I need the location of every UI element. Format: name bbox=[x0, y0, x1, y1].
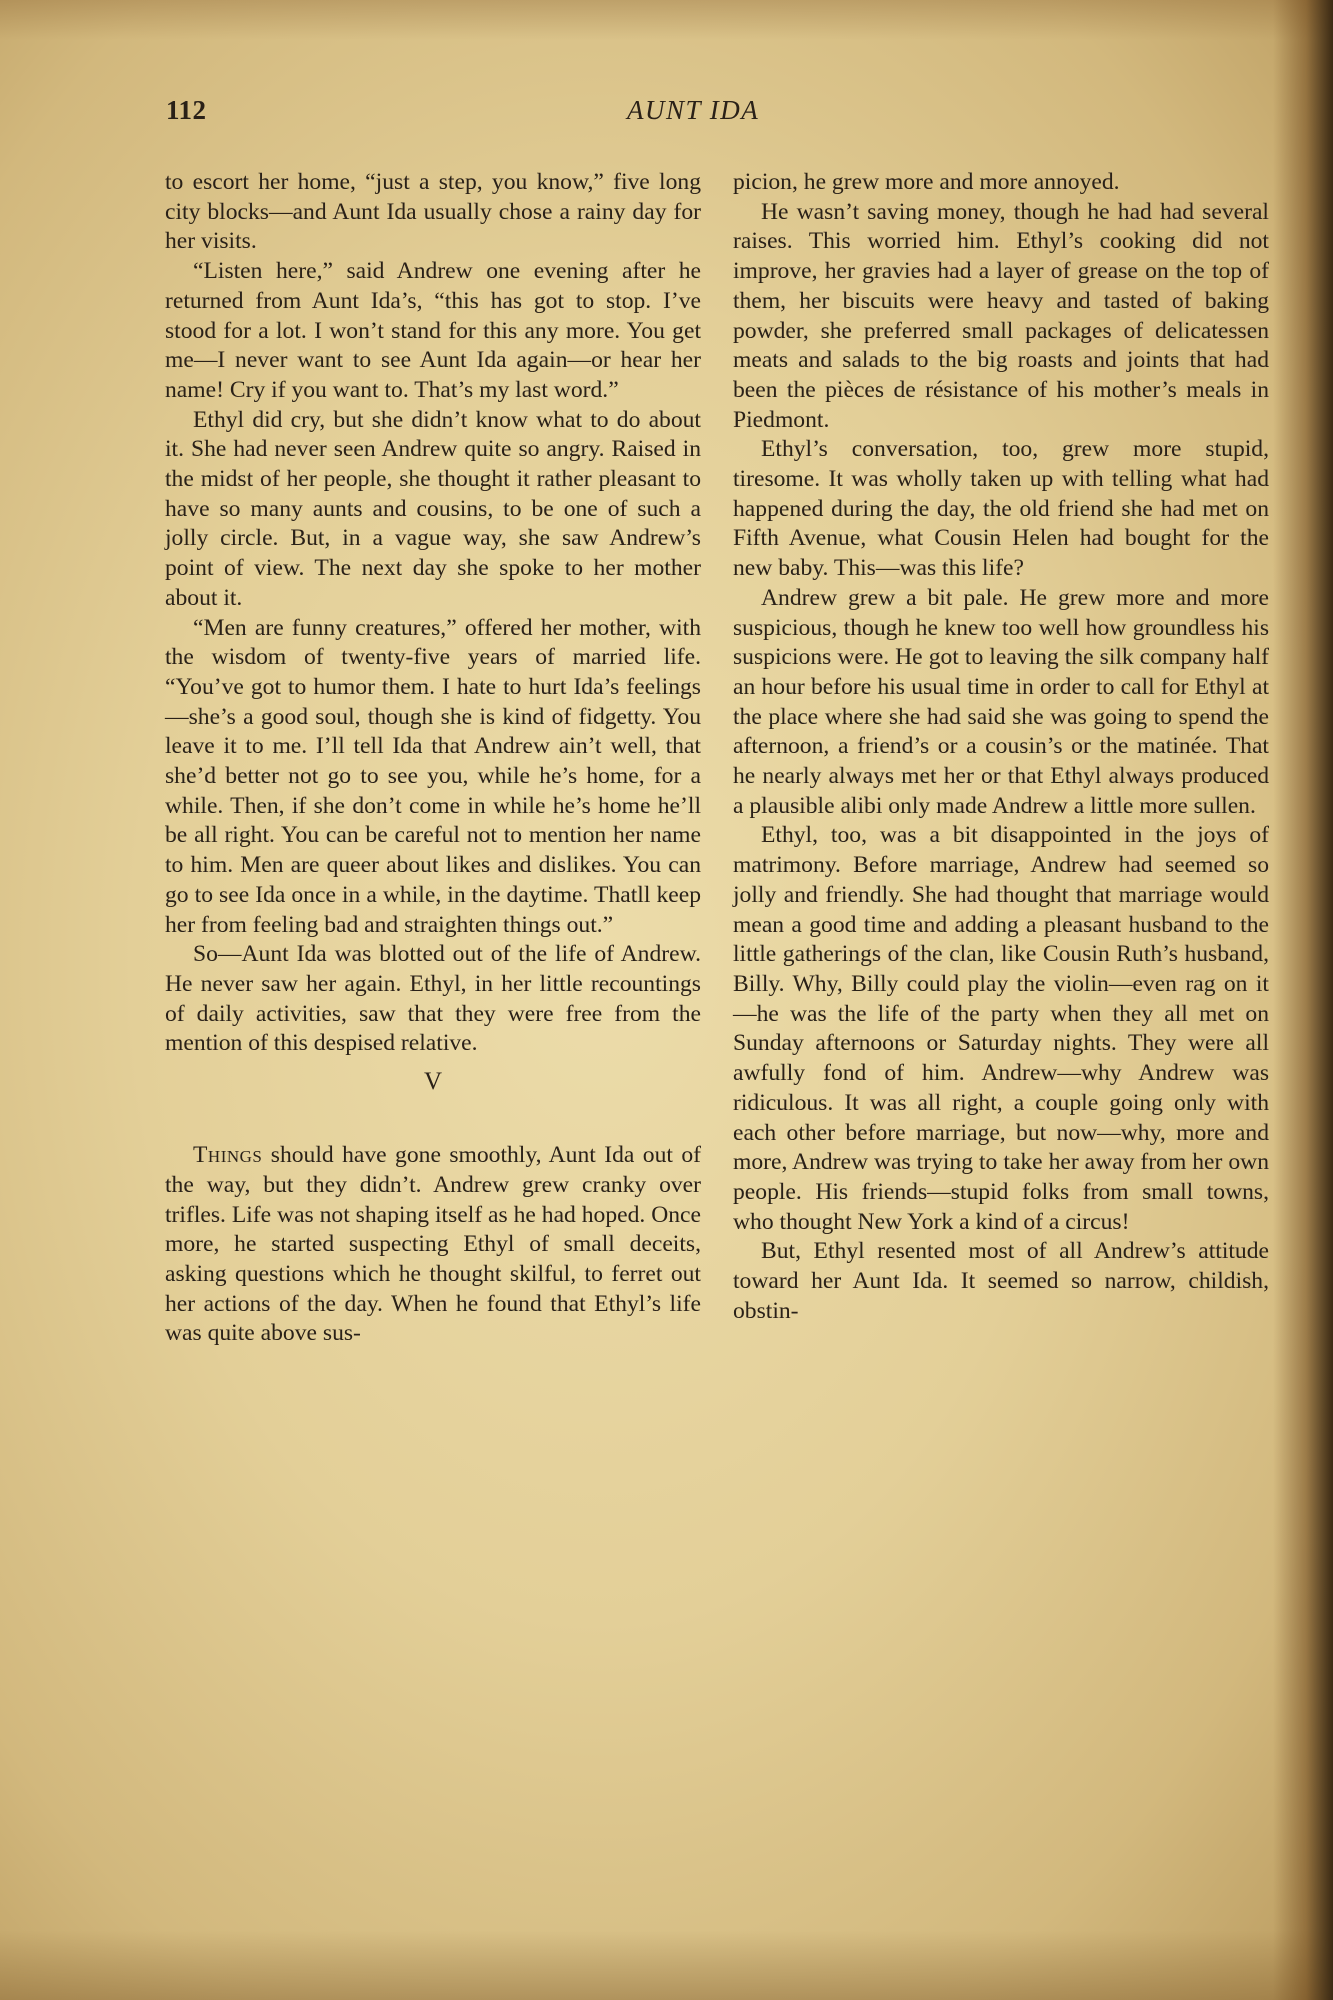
paragraph: “Men are funny creatures,” offered her mother, with the wisdom of twenty-five years of married life. “You’ve got to humor them. I hate to hurt Ida’s feelings—she’s a good soul, though she is kind of fidgetty. You leave it to me. I’ll tell Ida that Andrew ain’t well, that she’d better not go to see you, while he’s home, for a while. Then, if she don’t come in while he’s home he’ll be all right. You can be careful not to mention her name to him. Men are queer about likes and dislikes. You can go to see Ida once in a while, in the daytime. Thatll keep her from feeling bad and straighten things out.” bbox=[165, 614, 701, 938]
paragraph: Ethyl’s conversation, too, grew more stupid, tiresome. It was wholly taken up with telling what had happened during the day, the old friend she had met on Fifth Avenue, what Cousin Helen had bought for the new baby. This—was this life? bbox=[733, 436, 1269, 582]
paragraph: Ethyl, too, was a bit disappointed in the joys of matrimony. Before marriage, Andrew had seemed so jolly and friendly. She had thought that marriage would mean a good time and adding a pleasant husband to the little gatherings of the clan, like Cousin Ruth’s husband, Billy. Why, Billy could play the violin—even rag on it—he was the life of the party when they all met on Sunday afternoons or Saturday nights. They were all awfully fond of him. Andrew—why Andrew was ridiculous. It was all right, a couple going only with each other before marriage, but now—why, more and more, Andrew was trying to take her away from her own people. His friends—stupid folks from small towns, who thought New York a kind of a circus! bbox=[733, 822, 1269, 1235]
paragraph: But, Ethyl resented most of all Andrew’s attitude toward her Aunt Ida. It seemed so narrow, childish, obstin- bbox=[733, 1238, 1269, 1324]
paragraph: He wasn’t saving money, though he had had several raises. This worried him. Ethyl’s cooking did not improve, her gravies had a layer of grease on the top of them, her biscuits were heavy and tasted of baking powder, she preferred small packages of delicatessen meats and salads to the big roasts and joints that had been the pièces de résistance of his mother’s meals in Piedmont. bbox=[733, 198, 1269, 433]
page-binding-shadow bbox=[1273, 0, 1333, 2000]
page-shadow-top bbox=[0, 0, 1333, 40]
paragraph: “Listen here,” said Andrew one evening after he returned from Aunt Ida’s, “this has got to stop. I’ve stood for a lot. I won’t stand for this any more. You get me—I never want to see Aunt Ida again—or hear her name! Cry if you want to. That’s my last word.” bbox=[165, 258, 701, 403]
paragraph: picion, he grew more and more annoyed. bbox=[733, 169, 1120, 195]
paragraph-text: should have gone smoothly, Aunt Ida out of the way, but they didn’t. Andrew grew cranky over trifles. Life was not shaping itself as he had hoped. Once more, he started suspecting Ethyl of small deceits, asking questions which he thought skilful, to ferret out her actions of the day. When he found that Ethyl’s life was quite above sus- bbox=[165, 1142, 701, 1347]
paragraph: to escort her home, “just a step, you know,” five long city blocks—and Aunt Ida usually chose a rainy day for her visits. bbox=[165, 169, 701, 255]
paragraph: Ethyl did cry, but she didn’t know what to do about it. She had never seen Andrew quite so angry. Raised in the midst of her people, she thought it rather pleasant to have so many aunts and cousins, to be one of such a jolly circle. But, in a vague way, she saw Andrew’s point of view. The next day she spoke to her mother about it. bbox=[165, 406, 701, 611]
left-column bbox=[165, 168, 701, 1349]
page-shadow-bottom bbox=[0, 1930, 1333, 2000]
section-lead-word: Things bbox=[193, 1142, 263, 1169]
page-number: 112 bbox=[166, 95, 207, 125]
paragraph: So—Aunt Ida was blotted out of the life of Andrew. He never saw her again. Ethyl, in her little recountings of daily activities, saw that they were free from the mention of this despised relative. bbox=[165, 941, 701, 1057]
right-column bbox=[733, 168, 1269, 1326]
running-title: AUNT IDA bbox=[627, 95, 760, 125]
paragraph: Andrew grew a bit pale. He grew more and more suspicious, though he knew too well how groundless his suspicions were. He got to leaving the silk company half an hour before his usual time in order to call for Ethyl at the place where she had said she was going to spend the afternoon, a friend’s or a cousin’s or the matinée. That he nearly always met her or that Ethyl always produced a plausible alibi only made Andrew a little more sullen. bbox=[733, 584, 1269, 819]
paragraph bbox=[165, 1141, 701, 1349]
section-numeral: V bbox=[423, 1068, 443, 1096]
